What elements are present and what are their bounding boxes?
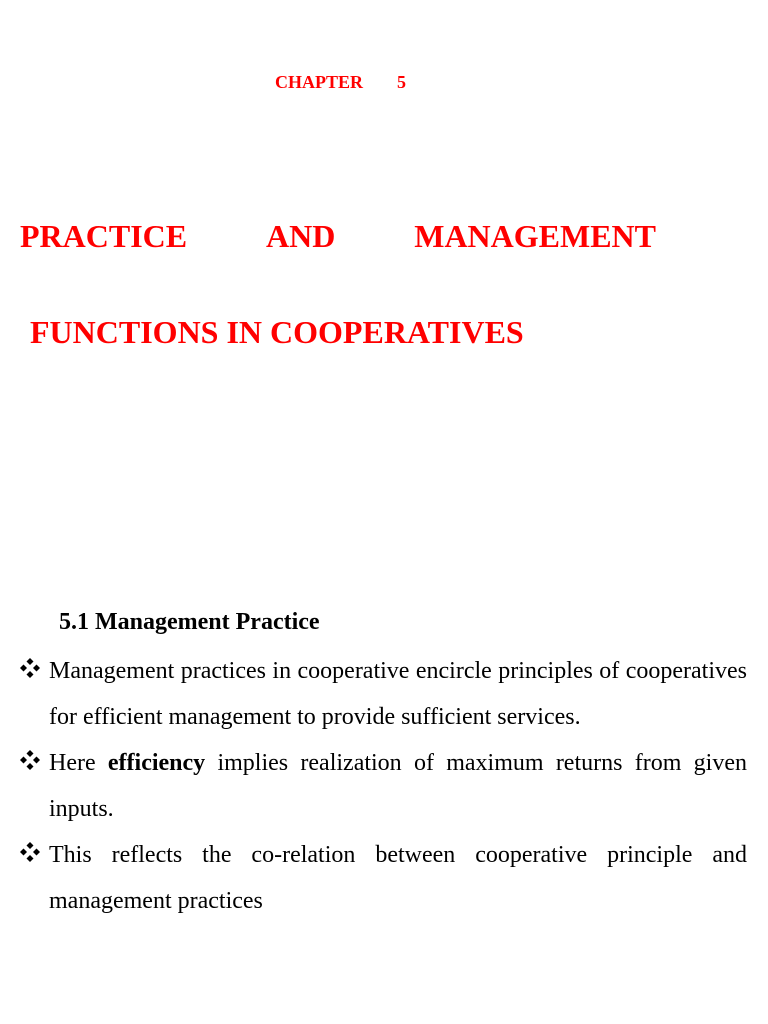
page-title-line1 [20,218,656,255]
title-word-and: AND [266,218,336,254]
bullet-text: This reflects the co-relation between cooperative principle and management practices [49,842,747,914]
chapter-number: 5 [397,72,407,92]
section-heading: 5.1 Management Practice [59,609,320,635]
list-item [20,740,747,832]
bullet-list [20,648,747,924]
bullet-text-prefix: Here [49,750,108,776]
bullet-text-suffix: implies realization of maximum returns from given inputs. [49,750,747,822]
list-item [20,832,747,924]
bullet-text-bold: efficiency [107,750,206,776]
list-item [20,648,747,740]
chapter-label [275,72,406,93]
four-diamond-bullet-icon [20,648,42,694]
chapter-word: CHAPTER [275,72,364,92]
title-word-practice: PRACTICE [20,218,188,254]
title-word-management: MANAGEMENT [414,218,656,254]
bullet-text: Management practices in cooperative encircle principles of cooperatives for efficient management to provide sufficient services. [49,658,747,730]
page-title-line2: FUNCTIONS IN COOPERATIVES [30,314,524,350]
four-diamond-bullet-icon [20,832,42,878]
four-diamond-bullet-icon [20,740,42,786]
